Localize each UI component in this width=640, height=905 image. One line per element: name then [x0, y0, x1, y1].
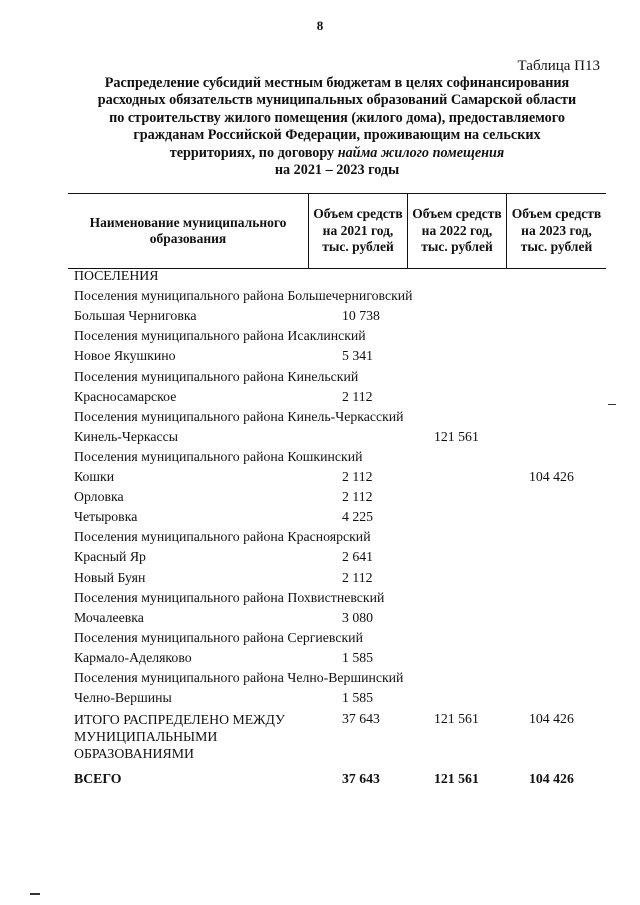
table-row [74, 489, 604, 509]
title-line: на 2021 – 2023 годы [274, 162, 400, 179]
table-row [74, 670, 604, 690]
table-row [74, 630, 604, 650]
table-row [74, 449, 604, 469]
row-2022: 121 561 [434, 428, 479, 444]
row-name: Новый Буян [74, 569, 146, 585]
vsego-2022: 121 561 [434, 771, 479, 786]
vsego-row [74, 771, 604, 791]
table-row [74, 369, 604, 389]
title-text: территориях, по договору [169, 144, 338, 161]
header-2022-column: Объем средств на 2022 год, тыс. рублей [412, 206, 502, 255]
table-row [74, 288, 604, 308]
row-2021: 2 112 [342, 489, 373, 505]
scan-artifact [30, 893, 40, 895]
row-name: Кинель-Черкассы [74, 428, 178, 444]
table-row [74, 529, 604, 549]
title-line: расходных обязательств муниципальных образований Самарской области [97, 92, 577, 109]
row-name: Новое Якушкино [74, 348, 176, 364]
table-header [68, 193, 606, 269]
itogo-label: ИТОГО РАСПРЕДЕЛЕНО МЕЖДУ МУНИЦИПАЛЬНЫМИ ОБРАЗОВАНИЯМИ [74, 712, 285, 761]
table-row [74, 690, 604, 710]
vsego-2021: 37 643 [342, 771, 380, 786]
row-2021: 2 112 [342, 469, 373, 484]
table-id: Таблица П13 [517, 58, 600, 74]
row-2023: 104 426 [529, 469, 574, 484]
table-row [74, 469, 604, 489]
row-name: Поселения муниципального района Исаклинский [74, 328, 366, 344]
itogo-2022: 121 561 [434, 711, 479, 726]
table-row [74, 389, 604, 409]
table-row [74, 610, 604, 630]
row-2021: 3 080 [342, 609, 374, 625]
title-line: по строительству жилого помещения (жилого дома), предоставляемого [109, 109, 565, 126]
row-2021: 5 341 [342, 348, 374, 364]
row-2021: 1 585 [342, 690, 374, 706]
table-row [74, 348, 604, 368]
row-name: Поселения муниципального района Красноярский [74, 529, 371, 545]
table-row [74, 650, 604, 670]
scan-artifact [608, 404, 616, 405]
row-name: Красносамарское [74, 388, 177, 404]
header-name-column: Наименование муниципального образования [89, 214, 287, 246]
row-name: Кармало-Аделяково [74, 649, 192, 665]
row-name: Кошки [74, 469, 115, 484]
title-line [72, 145, 602, 162]
row-2021: 1 585 [342, 649, 374, 665]
row-2021: 2 641 [342, 549, 374, 565]
row-name: Поселения муниципального района Похвистневский [74, 589, 385, 605]
row-name: ПОСЕЛЕНИЯ [74, 268, 159, 283]
itogo-2021: 37 643 [342, 711, 380, 726]
table-row [74, 549, 604, 569]
table-row [74, 570, 604, 590]
table-row [74, 509, 604, 529]
row-name: Поселения муниципального района Кинель-Черкасский [74, 408, 404, 424]
row-name: Орловка [74, 489, 124, 505]
header-2021-column: Объем средств на 2021 год, тыс. рублей [313, 206, 403, 255]
title-line: гражданам Российской Федерации, проживающим на сельских [133, 127, 541, 144]
table-row [74, 328, 604, 348]
document-title [72, 75, 602, 179]
row-name: Челно-Вершины [74, 690, 172, 706]
table-row [74, 590, 604, 610]
itogo-row [74, 711, 604, 731]
header-2023-column: Объем средств на 2023 год, тыс. рублей [511, 206, 602, 255]
row-name: Поселения муниципального района Сергиевский [74, 629, 363, 645]
row-name: Большая Черниговка [74, 308, 197, 324]
row-name: Мочалеевка [74, 609, 144, 625]
table-row [74, 429, 604, 449]
row-2021: 2 112 [342, 569, 373, 585]
table-row [74, 308, 604, 328]
row-name: Красный Яр [74, 549, 146, 565]
row-name: Поселения муниципального района Кошкинский [74, 448, 363, 464]
title-text-italic: найма жилого помещения [337, 144, 505, 161]
row-name: Поселения муниципального района Кинельский [74, 368, 359, 384]
row-name: Поселения муниципального района Большечерниговский [74, 288, 413, 304]
table-row [74, 409, 604, 429]
row-name: Четыровка [74, 509, 138, 525]
page-number: 8 [316, 18, 324, 33]
itogo-2023: 104 426 [529, 711, 574, 726]
vsego-2023: 104 426 [529, 771, 574, 786]
row-name: Поселения муниципального района Челно-Вершинский [74, 670, 404, 685]
table-row [74, 268, 604, 288]
vsego-label: ВСЕГО [74, 771, 122, 786]
row-2021: 2 112 [342, 388, 373, 404]
title-line: Распределение субсидий местным бюджетам в целях софинансирования [104, 75, 570, 91]
row-2021: 10 738 [342, 308, 380, 324]
row-2021: 4 225 [342, 509, 374, 525]
